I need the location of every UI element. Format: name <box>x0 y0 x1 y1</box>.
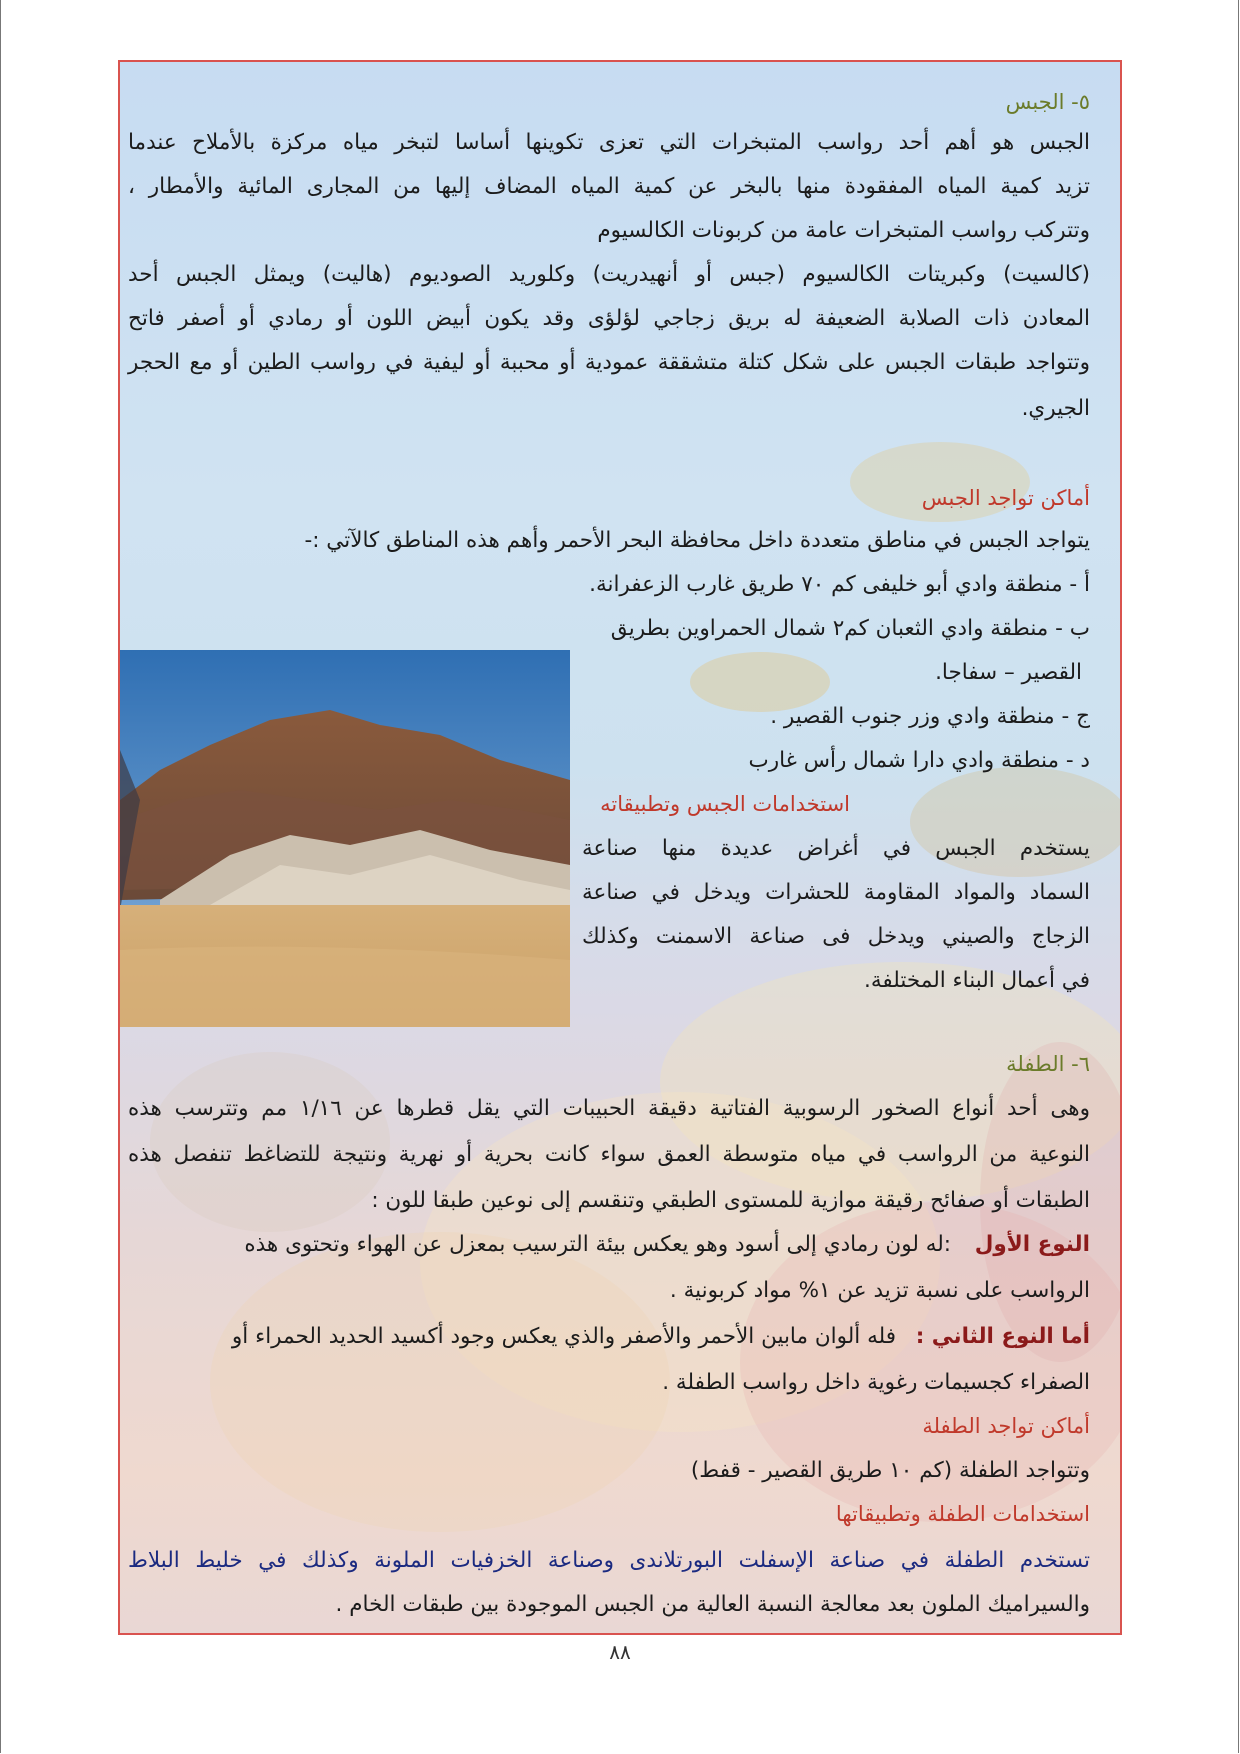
page-frame <box>118 60 1122 1635</box>
shale-locations-text: وتتواجد الطفلة (كم ١٠ طريق القصير - قفط) <box>690 1458 1090 1483</box>
gypsum-site-photo <box>120 650 570 1027</box>
subheading-gypsum-locations: أماكن تواجد الجبس <box>921 486 1090 510</box>
uses-line: يستخدم الجبس في أغراض عديدة منها صناعة <box>582 836 1090 861</box>
location-item: د - منطقة وادي دارا شمال رأس غارب <box>748 748 1090 773</box>
paragraph-line: الجبس هو أهم أحد رواسب المتبخرات التي تعزى تكوينها أساسا لتبخر مياه مركزة بالأملاح عندما <box>128 130 1090 155</box>
uses-line: الزجاج والصيني ويدخل فى صناعة الاسمنت وكذلك <box>582 924 1090 949</box>
paragraph-line: الطبقات أو صفائح رقيقة موازية للمستوى الطبقي وتنقسم إلى نوعين طبقا للون : <box>371 1188 1090 1213</box>
section-heading-shale: ٦- الطفلة <box>1006 1052 1090 1076</box>
subheading-shale-locations: أماكن تواجد الطفلة <box>922 1414 1090 1438</box>
type1-continued: الرواسب على نسبة تزيد عن ١% مواد كربونية . <box>669 1278 1090 1303</box>
type2-label: أما النوع الثاني : <box>915 1324 1090 1349</box>
paragraph-line: وهى أحد أنواع الصخور الرسوبية الفتاتية دقيقة الحبيبات التي يقل قطرها عن ١/١٦ مم وتترسب هذه <box>128 1096 1090 1121</box>
location-item: أ - منطقة وادي أبو خليفى كم ٧٠ طريق غارب الزعفرانة. <box>589 572 1090 597</box>
uses-line: في أعمال البناء المختلفة. <box>864 968 1090 993</box>
type1-line <box>128 1232 1090 1257</box>
type2-continued: الصفراء كجسيمات رغوية داخل رواسب الطفلة . <box>662 1370 1090 1395</box>
section-heading-gypsum: ٥- الجبس <box>1005 90 1090 114</box>
paragraph-line: المعادن ذات الصلابة الضعيفة له بريق زجاجي لؤلؤى وقد يكون أبيض اللون أو رمادي أو أصفر فاتح <box>128 306 1090 331</box>
location-item-continued: القصير – سفاجا. <box>935 660 1082 685</box>
type1-text: :له لون رمادي إلى أسود وهو يعكس بيئة الترسيب بمعزل عن الهواء وتحتوى هذه <box>244 1232 952 1257</box>
location-item: ب - منطقة وادي الثعبان كم٢ شمال الحمراوين بطريق <box>610 616 1090 641</box>
type2-line <box>128 1324 1090 1349</box>
subheading-gypsum-uses: استخدامات الجبس وتطبيقاته <box>600 792 850 816</box>
paragraph-line: وتتركب رواسب المتبخرات عامة من كربونات الكالسيوم <box>597 218 1090 243</box>
page-number: ٨٨ <box>609 1640 631 1664</box>
type2-text: فله ألوان مابين الأحمر والأصفر والذي يعكس وجود أكسيد الحديد الحمراء أو <box>231 1324 896 1349</box>
location-item: ج - منطقة وادي وزر جنوب القصير . <box>770 704 1090 729</box>
subheading-shale-uses: استخدامات الطفلة وتطبيقاتها <box>835 1502 1090 1526</box>
paragraph-line: (كالسيت) وكبريتات الكالسيوم (جبس أو أنهيدريت) وكلوريد الصوديوم (هاليت) ويمثل الجبس أحد <box>128 262 1090 287</box>
paragraph-line: النوعية من الرواسب في مياه متوسطة العمق سواء كانت بحرية أو نهرية ونتيجة للتضاغط تنفصل هذه <box>128 1142 1090 1167</box>
uses-line: تستخدم الطفلة في صناعة الإسفلت البورتلاندى وصناعة الخزفيات الملونة وكذلك في خليط البلاط <box>128 1548 1090 1573</box>
type1-label: النوع الأول <box>974 1232 1090 1257</box>
uses-line: والسيراميك الملون بعد معالجة النسبة العالية من الجبس الموجودة بين طبقات الخام . <box>335 1592 1090 1617</box>
paragraph-line: الجيري. <box>1021 396 1090 421</box>
uses-line: السماد والمواد المقاومة للحشرات ويدخل في صناعة <box>582 880 1090 905</box>
locations-intro: يتواجد الجبس في مناطق متعددة داخل محافظة البحر الأحمر وأهم هذه المناطق كالآتي :- <box>304 528 1090 553</box>
paragraph-line: وتتواجد طبقات الجبس على شكل كتلة متشققة عمودية أو محببة أو ليفية في رواسب الطين أو مع الحجر <box>128 350 1090 375</box>
paragraph-line: تزيد كمية المياه المفقودة منها بالبخر عن كمية المياه المضاف إليها من المجارى المائية والأمطار ، <box>128 174 1090 199</box>
